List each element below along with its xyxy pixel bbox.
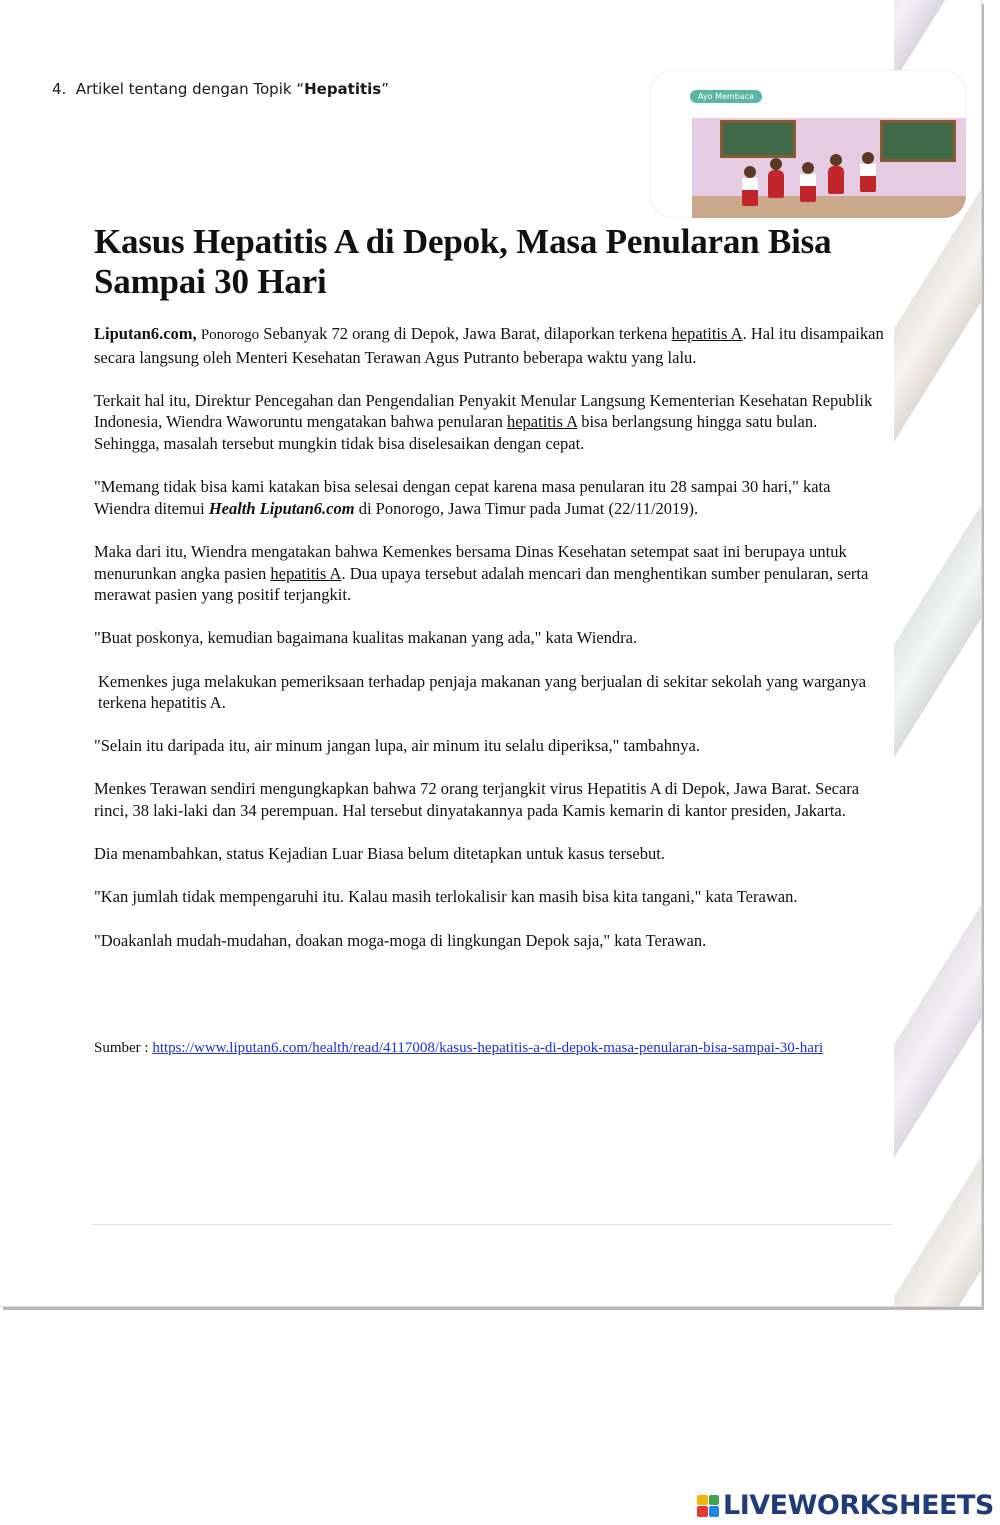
reading-badge: Ayo Membaca — [690, 90, 762, 103]
paragraph — [94, 476, 886, 519]
article — [94, 222, 886, 1059]
article-title — [94, 222, 886, 302]
shirt-shape — [800, 174, 816, 186]
paragraph: "Buat poskonya, kemudian bagaimana kualitas makanan yang ada," kata Wiendra. — [94, 628, 638, 648]
publication-name: Health Liputan6.com — [208, 498, 355, 518]
task-text-end: ” — [381, 80, 390, 98]
source-name: Liputan6.com, — [94, 324, 197, 343]
paragraph-text: di Ponorogo, Jawa Timur pada Jumat (22/11/2019). — [354, 498, 699, 518]
paragraph: Kemenkes juga melakukan pemeriksaan terhadap penjaja makanan yang berjualan di sekitar sekolah yang warganya terkena hepatitis A. — [98, 671, 867, 713]
paragraph — [94, 323, 886, 368]
source-link[interactable]: https://www.liputan6.com/health/read/4117008/kasus-hepatitis-a-di-depok-masa-penularan-bisa-sampai-30-hari — [152, 1040, 824, 1057]
shirt-shape — [860, 164, 876, 176]
paragraph-text: Terkait hal itu, Direktur Pencegahan dan Pengendalian Penyakit Menular Langsung Kementerian Kesehatan Republik Indonesia, Wiendra Waworuntu mengatakan bahwa penularan — [94, 390, 873, 432]
paragraph-text: . Hal itu disampaikan secara langsung oleh Menteri Kesehatan Terawan Agus Putranto beberapa waktu yang lalu. — [94, 324, 884, 367]
paragraph: Menkes Terawan sendiri mengungkapkan bahwa 72 orang terjangkit virus Hepatitis A di Depok, Jawa Barat. Secara rinci, 38 laki-laki dan 34 perempuan. Hal tersebut dinyatakannya pada Kamis kemarin di kantor presiden, Jakarta. — [94, 779, 860, 821]
paragraph: "Selain itu daripada itu, air minum jangan lupa, air minum itu selalu diperiksa," tambahnya. — [94, 736, 700, 756]
paragraph-text: . Dua upaya tersebut adalah mencari dan menghentikan sumber penularan, serta merawat pasien yang positif terjangkit. — [94, 563, 869, 605]
paragraph: "Kan jumlah tidak mempengaruhi itu. Kalau masih terlokalisir kan masih bisa kita tangani," kata Terawan. — [94, 887, 798, 907]
paragraph: "Doakanlah mudah-mudahan, doakan moga-moga di lingkungan Depok saja," kata Terawan. — [94, 930, 707, 950]
liveworksheets-icon — [697, 1495, 719, 1517]
source-citation — [94, 1037, 886, 1059]
blackboard-image — [720, 120, 796, 158]
task-number: 4. — [52, 80, 67, 98]
liveworksheets-logo — [697, 1490, 994, 1521]
student-figure — [828, 166, 844, 194]
blackboard-image — [880, 120, 956, 162]
paragraph — [94, 541, 886, 606]
paragraph: Dia menambahkan, status Kejadian Luar Biasa belum ditetapkan untuk kasus tersebut. — [94, 844, 665, 864]
paragraph — [94, 390, 886, 455]
hepatitis-link[interactable]: hepatitis A — [506, 412, 578, 432]
hepatitis-link[interactable]: hepatitis A — [671, 324, 743, 343]
divider — [92, 1224, 892, 1225]
paragraph-text: "Memang tidak bisa kami katakan bisa selesai dengan cepat karena masa penularan itu 28 sampai 30 hari," kata Wiendra ditemui — [94, 477, 831, 518]
source-label: Sumber : — [94, 1040, 153, 1057]
title-line-1: Kasus Hepatitis A di Depok, Masa Penularan Bisa — [94, 222, 832, 261]
floor-image — [692, 196, 966, 218]
shirt-shape — [742, 178, 758, 190]
brand-name: LIVEWORKSHEETS — [723, 1490, 994, 1521]
task-text: Artikel tentang dengan Topik “ — [75, 80, 305, 98]
paragraph-text: bisa berlangsung hingga satu bulan. Sehingga, masalah tersebut mungkin tidak bisa diselesaikan dengan cepat. — [94, 412, 818, 453]
dateline: Ponorogo — [200, 327, 260, 343]
task-heading — [52, 80, 389, 98]
student-figure — [768, 170, 784, 198]
hepatitis-link[interactable]: hepatitis A — [270, 563, 342, 583]
task-topic: Hepatitis — [304, 80, 382, 98]
paragraph-text: Maka dari itu, Wiendra mengatakan bahwa Kemenkes bersama Dinas Kesehatan setempat saat ini berupaya untuk menurunkan angka pasien — [94, 541, 847, 583]
paragraph-text: Sebanyak 72 orang di Depok, Jawa Barat, dilaporkan terkena — [259, 324, 672, 343]
title-line-2: Sampai 30 Hari — [94, 262, 327, 301]
classroom-illustration — [650, 70, 966, 218]
